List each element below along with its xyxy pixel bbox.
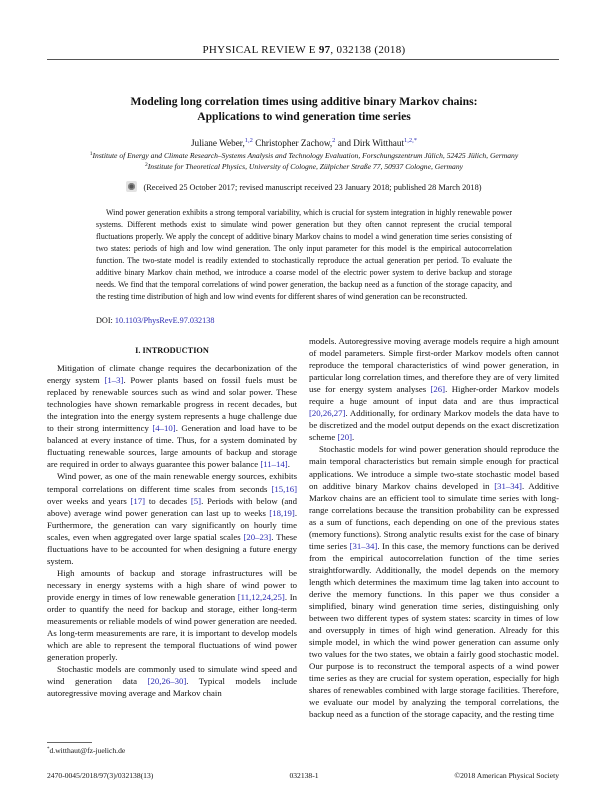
affiliation-1 bbox=[0, 151, 608, 160]
article-title bbox=[40, 94, 568, 124]
affiliation-number: 2 bbox=[145, 162, 148, 168]
doi-line bbox=[96, 316, 214, 325]
right-column bbox=[309, 335, 559, 721]
text: over weeks and years bbox=[47, 495, 131, 506]
text: High amounts of backup and storage infrastructures will be necessary in energy systems with a high share of wind power to provide energy in times of low renewable generation bbox=[47, 567, 297, 602]
footnote-marker: * bbox=[47, 747, 50, 752]
text: . These fluctuations have to be accounted for when designing a future energy system. bbox=[47, 531, 297, 566]
text: . Power plants based on fossil fuels must be replaced by renewable sources such as wind and solar power. These technologies have shown remarkable progress in recent decades, but the integration into the energy system represents a huge challenge due to their strong intermittency bbox=[47, 375, 297, 434]
text: . In this case, the memory functions can be derived from the empirical autocorrelation function of the time series straightforwardly. Additionally, the model depends on the memory length which determines the maximum time lag taken into account to derive the memory functions. In this paper we thus consider a simplified, binary wind generation time series, distinguishing only between two different types of system states: scarcity in times of low and oversupply in times of high wind generation. Already for this simple model, in which the wind power generation can assume only two values for the two states, we obtain a fairly good stochastic model. Our purpose is to reconstruct the temporal aspects of a wind power time series as they are crucial for system operation, especially for high shares of renewables combined with large storage facilities. Therefore, we evaluate our model by analyzing the temporal correlations, the backup need as a function of the storage capacity, and the resting time bbox=[309, 540, 559, 720]
text: Stochastic models are commonly used to simulate wind speed and wind generation data bbox=[47, 664, 297, 687]
text: Stochastic models for wind power generation should reproduce the main temporal characteristics but remain simple enough for practical applications. We introduce a simple two-state stochastic model based on additive binary Markov chains developed in bbox=[309, 444, 559, 491]
text: . bbox=[352, 432, 355, 443]
text: . bbox=[287, 459, 290, 470]
text: . In order to quantify the need for backup and storage, either long-term measurements or reliable models of wind power generation are needed. As long-term measurements are rare, it is important to develop models which are able to represent the temporal fluctuations of wind power generation properly. bbox=[47, 591, 297, 663]
text: . Furthermore, the generation can vary significantly on hourly time scales, even when aggregated over large spatial scales bbox=[47, 507, 297, 542]
text: Wind power, as one of the main renewable energy sources, exhibits temporal correlations on different time scales from seconds bbox=[47, 471, 297, 494]
author-list bbox=[0, 137, 608, 148]
author-affiliation-link[interactable]: 1,2,* bbox=[404, 137, 418, 144]
affiliation-2 bbox=[0, 162, 608, 171]
left-column bbox=[47, 345, 297, 699]
citation-link[interactable]: [17] bbox=[130, 495, 146, 506]
running-head bbox=[0, 44, 608, 56]
citation-link[interactable]: [5] bbox=[190, 495, 202, 506]
citation-link[interactable]: [31–34] bbox=[494, 480, 522, 491]
affiliation-text: Institute of Energy and Climate Research–Systems Analysis and Technology Evaluation, Forschungszentrum Jülich, 52425 Jülich, Germany bbox=[92, 151, 519, 160]
affiliation-number: 1 bbox=[89, 151, 93, 157]
article-reference: , 032138 (2018) bbox=[330, 44, 406, 56]
text: Mitigation of climate change requires the decarbonization of the energy system bbox=[47, 363, 297, 386]
section-heading: I. INTRODUCTION bbox=[135, 346, 209, 355]
crossmark-icon[interactable] bbox=[126, 181, 137, 192]
text: . Generation and load have to be balanced at every instance of time. Thus, for a system dominated by fluctuating renewable sources, large amounts of backup and storage are required in order to always guarantee this power balance bbox=[47, 423, 297, 470]
paragraph bbox=[47, 567, 297, 663]
text: . Periods with below (and above) average wind power generation can last up to weeks bbox=[47, 495, 297, 518]
footer-copyright: ©2018 American Physical Society bbox=[454, 771, 559, 780]
title-line-1: Modeling long correlation times using additive binary Markov chains: bbox=[130, 95, 478, 108]
author-affiliation-link[interactable]: 1,2 bbox=[244, 137, 253, 144]
journal-name: PHYSICAL REVIEW E bbox=[202, 44, 316, 56]
text: . Additionally, for ordinary Markov models the data have to be discretized and the model output depends on the exact discretization scheme bbox=[309, 408, 559, 443]
citation-link[interactable]: [20,26,27] bbox=[309, 408, 346, 419]
footer-issn: 2470-0045/2018/97(3)/032138(13) bbox=[47, 771, 154, 780]
text: . Typical models include autoregressive moving average and Markov chain bbox=[47, 676, 297, 699]
affiliation-text: Institute for Theoretical Physics, University of Cologne, Zülpicher Straße 77, 50937 Cologne, Germany bbox=[147, 162, 463, 171]
received-dates: (Received 25 October 2017; revised manuscript received 23 January 2018; published 28 March 2018) bbox=[143, 183, 482, 192]
author-name: and Dirk Witthaut bbox=[337, 138, 405, 148]
corresponding-email[interactable]: d.witthaut@fz-juelich.de bbox=[49, 746, 126, 755]
citation-link[interactable]: [4–10] bbox=[152, 423, 176, 434]
citation-link[interactable]: [11–14] bbox=[260, 459, 288, 470]
citation-link[interactable]: [31–34] bbox=[349, 540, 378, 551]
paragraph bbox=[47, 470, 297, 566]
text: . Higher-order Markov models require a huge amount of input data and are thus impractical bbox=[309, 384, 559, 407]
citation-link[interactable]: [11,12,24,25] bbox=[237, 591, 285, 602]
paragraph bbox=[47, 362, 297, 470]
text: . Additive Markov chains are an efficient tool to simulate time series with long-range correlations because the transition probability can be expressed as a sum of functions, each depending on one of the previous states (memory functions). Strong analytic results exist for the case of binary time series bbox=[309, 480, 560, 551]
footnote bbox=[47, 746, 125, 755]
citation-link[interactable]: [20–23] bbox=[243, 531, 272, 542]
doi-label: DOI: bbox=[96, 316, 113, 325]
header-rule bbox=[47, 59, 559, 60]
text: models. Autoregressive moving average models require a high amount of model parameters. Simple first-order Markov models often cannot reproduce the temporal characteristics of wind power generation, in particular long correlation times, and therefore they are of very limited use for energy system analyses bbox=[309, 336, 559, 395]
volume-number: 97 bbox=[318, 44, 331, 56]
footnote-rule bbox=[47, 742, 92, 743]
citation-link[interactable]: [18,19] bbox=[269, 507, 295, 518]
citation-link[interactable]: [20,26–30] bbox=[147, 676, 187, 687]
text: to decades bbox=[145, 495, 191, 506]
abstract: Wind power generation exhibits a strong temporal variability, which is crucial for system integration in highly renewable power systems. Different methods exist to simulate wind power generation but they often cannot represent the crucial temporal fluctuations properly. We apply the concept of additive binary Markov chains to model a wind generation time series consisting of two states: periods of high and low wind generation. The only input parameter for this model is the empirical autocorrelation function. The two-state model is readily extended to stochastically reproduce the actual generation per period. To evaluate the additive binary Markov chain method, we introduce a coarse model of the electric power system to derive backup and storage needs. We find that the temporal correlations of wind power generation, the backup need as a function of the storage capacity, and the resting time distribution of high and low wind events for different shares of wind generation can be reconstructed. bbox=[96, 208, 512, 302]
author-affiliation-link[interactable]: 2 bbox=[332, 137, 336, 144]
author-name: Christopher Zachow, bbox=[255, 138, 333, 148]
citation-link[interactable]: [1–3] bbox=[104, 375, 124, 386]
citation-link[interactable]: [20] bbox=[337, 432, 353, 443]
paragraph bbox=[309, 335, 559, 443]
citation-link[interactable]: [15,16] bbox=[271, 483, 297, 494]
author-name: Juliane Weber, bbox=[190, 138, 245, 148]
paragraph bbox=[47, 663, 297, 699]
footer-page-number: 032138-1 bbox=[289, 771, 319, 780]
publication-history bbox=[0, 181, 608, 192]
citation-link[interactable]: [26] bbox=[430, 384, 446, 395]
title-line-2: Applications to wind generation time series bbox=[197, 110, 411, 123]
paragraph bbox=[309, 443, 559, 720]
doi-link[interactable]: 10.1103/PhysRevE.97.032138 bbox=[114, 316, 215, 325]
